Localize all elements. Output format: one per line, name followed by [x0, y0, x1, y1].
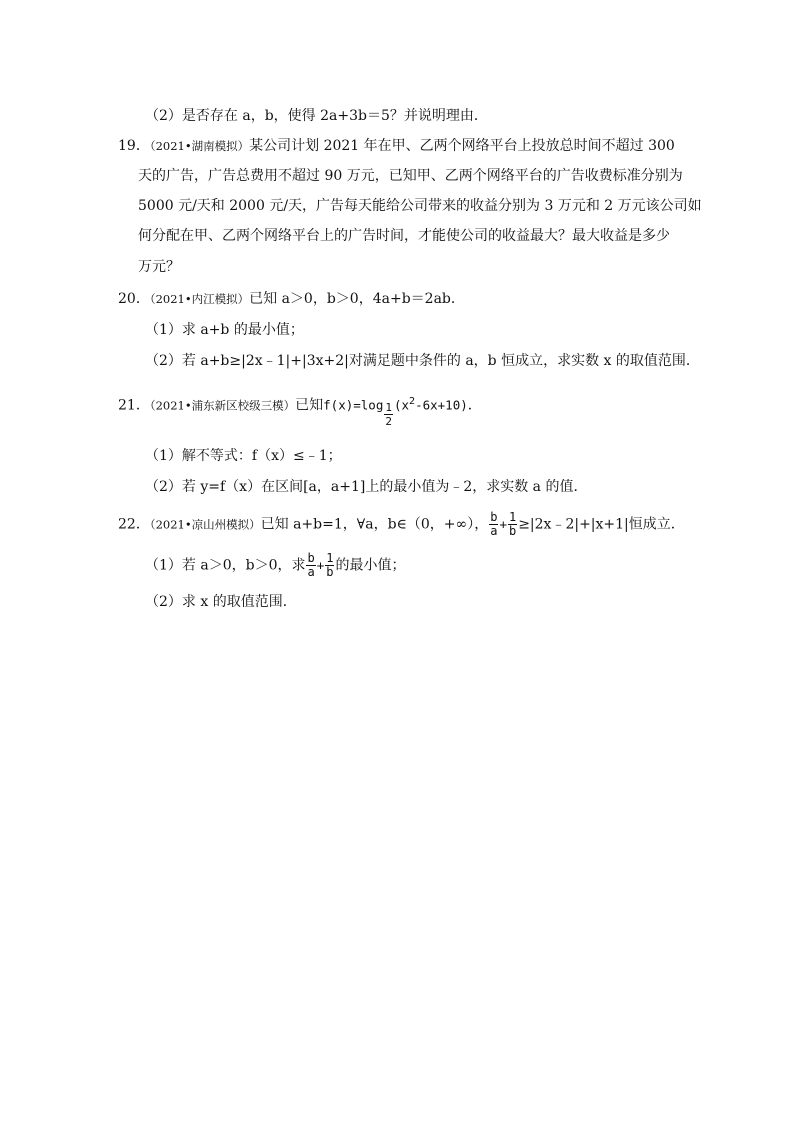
- q22-p1-frac1-den: a: [307, 565, 315, 579]
- q19-source: （2021•湖南模拟）: [149, 139, 250, 153]
- q21-arg-pre: (x: [393, 397, 410, 413]
- q21-base-den: 2: [385, 415, 392, 428]
- q22-part2: （2）求 x 的取值范围．: [145, 594, 297, 610]
- q19-line3: 5000 元/天和 2000 元/天，广告每天能给公司带来的收益分别为 3 万元和 2 万元该公司如: [138, 198, 702, 214]
- q20-text: 已知 a＞0，b＞0，4a+b＝2ab．: [249, 291, 465, 307]
- q22-frac1-den: a: [490, 524, 498, 538]
- q20-part1: （1）求 a+b 的最小值；: [145, 322, 304, 338]
- q19-text1: 某公司计划 2021 年在甲、乙两个网络平台上投放总时间不超过 300: [249, 138, 675, 154]
- q22-frac2-num: 1: [508, 510, 517, 524]
- q22-frac-1-over-b: [508, 511, 517, 538]
- q20-number: 20．: [118, 291, 150, 307]
- q21-log-base: [384, 401, 393, 428]
- q22-stem: [118, 511, 685, 538]
- q22-frac1-num: b: [490, 510, 498, 524]
- q22-stem-pre: 已知 a+b=1，∀a，b∈（0，+∞），: [260, 516, 489, 533]
- q19-line5: 万元？: [138, 259, 180, 275]
- q22-part1-pre: （1）若 a＞0，b＞0，求: [145, 557, 306, 574]
- q20-stem: [118, 289, 465, 309]
- q21-number: 21．: [118, 397, 150, 414]
- q22-p1-frac1-num: b: [307, 551, 315, 565]
- q21-source: （2021•浦东新区校级三模）: [149, 398, 296, 413]
- q22-part1-frac-b-over-a: [306, 552, 315, 579]
- q21-stem: [118, 392, 482, 428]
- q22-p1-frac2-den: b: [326, 565, 334, 579]
- q22-stem-post: ≥|2x﹣2|+|x+1|恒成立．: [518, 516, 685, 533]
- q22-number: 22．: [118, 516, 150, 533]
- q22-frac2-den: b: [508, 524, 517, 538]
- q22-p1-plus: +: [316, 557, 325, 573]
- q22-source: （2021•凉山州模拟）: [149, 517, 261, 532]
- q22-part1-post: 的最小值；: [335, 557, 406, 574]
- q21-arg-exp: 2: [409, 395, 416, 407]
- q20-part2: （2）若 a+b≥|2x﹣1|+|3x+2|对满足题中条件的 a，b 恒成立，求实数 x 的取值范围．: [145, 353, 700, 369]
- q22-part1: [145, 552, 405, 579]
- q22-part1-frac-1-over-b: [325, 552, 334, 579]
- q21-base-num: 1: [385, 401, 392, 414]
- q19-number: 19．: [118, 138, 150, 154]
- q21-func: f(x)=log: [323, 397, 384, 413]
- q19-line4: 何分配在甲、乙两个网络平台上的广告时间，才能使公司的收益最大？最大收益是多少: [138, 228, 670, 244]
- q19-line2: 天的广告，广告总费用不超过 90 万元，已知甲、乙两个网络平台的广告收费标准分别为: [138, 168, 683, 184]
- q22-p1-frac2-num: 1: [326, 551, 334, 565]
- q21-stem-end: ．: [467, 397, 482, 414]
- q21-part2: （2）若 y=f（x）在区间[a，a+1]上的最小值为﹣2，求实数 a 的值．: [145, 479, 588, 495]
- q21-stem-pre: 已知: [295, 397, 324, 414]
- q19-line1: [118, 136, 675, 156]
- q21-part1: （1）解不等式：f（x）≤﹣1；: [145, 448, 342, 464]
- q22-frac-b-over-a: [489, 511, 498, 538]
- q18-part2: （2）是否存在 a，b，使得 2a+3b＝5？并说明理由．: [145, 108, 488, 124]
- q22-plus: +: [499, 516, 507, 532]
- q21-arg-post: -6x+10): [415, 397, 468, 413]
- q20-source: （2021•内江模拟）: [149, 292, 250, 306]
